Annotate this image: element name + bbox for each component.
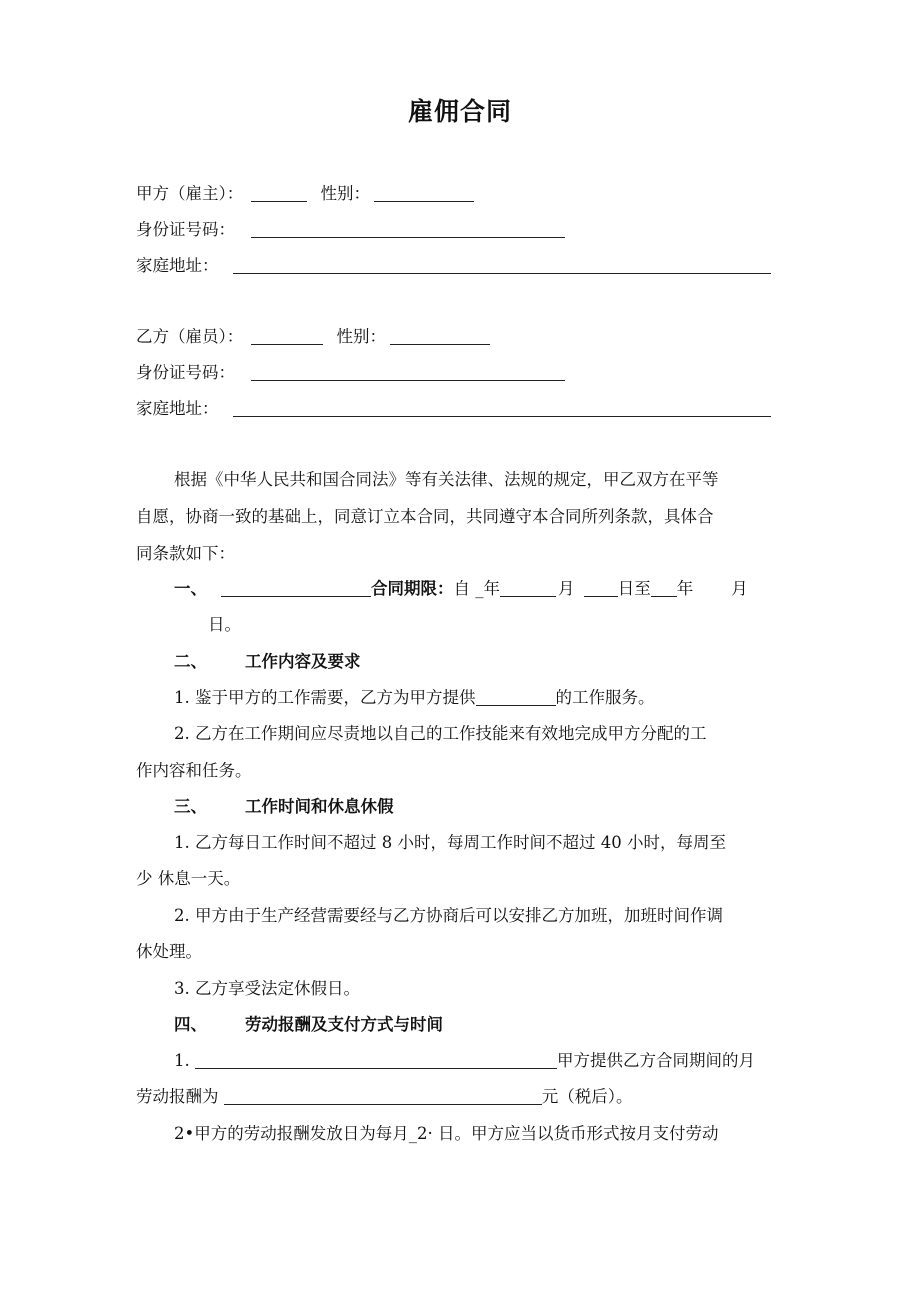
party-a-label: 甲方（雇主）： bbox=[136, 184, 244, 203]
party-a-gender-blank bbox=[374, 184, 474, 202]
party-b-id-label: 身份证号码： bbox=[136, 363, 235, 382]
section-4-item-1-text: 甲方提供乙方合同期间的月 bbox=[557, 1051, 755, 1070]
section-1-year-blank bbox=[651, 579, 677, 597]
section-1-line-1 bbox=[174, 579, 748, 599]
party-a-address-label: 家庭地址： bbox=[136, 256, 219, 275]
party-b-gender-label: 性别： bbox=[336, 327, 386, 346]
section-4-blank-1 bbox=[195, 1051, 557, 1069]
section-2-number: 二、 bbox=[174, 652, 207, 671]
section-1-blank bbox=[221, 579, 371, 597]
section-2-item-1-text: 1. 鉴于甲方的工作需要，乙方为甲方提供 bbox=[174, 688, 476, 707]
section-3-item-2-line-1: 2. 甲方由于生产经营需要经与乙方协商后可以安排乙方加班，加班时间作调 bbox=[174, 906, 723, 925]
section-3-title: 工作时间和休息休假 bbox=[245, 797, 394, 816]
section-1-year: 年 bbox=[676, 579, 694, 598]
party-a-id-row bbox=[136, 220, 565, 240]
section-3-item-1-line-2: 少 休息一天。 bbox=[136, 869, 241, 888]
party-a-row bbox=[136, 184, 474, 204]
section-4-item-1-currency: 元（税后）。 bbox=[541, 1087, 633, 1106]
section-4-item-1-salary-label: 劳动报酬为 bbox=[136, 1087, 224, 1106]
party-b-address-label: 家庭地址： bbox=[136, 399, 219, 418]
section-1-from: 自 _年 bbox=[453, 579, 500, 598]
party-a-id-label: 身份证号码： bbox=[136, 220, 235, 239]
party-b-label: 乙方（雇员）： bbox=[136, 327, 244, 346]
section-2-service-blank bbox=[476, 688, 556, 706]
section-1-month: 月 bbox=[558, 579, 580, 598]
page-title: 雇佣合同 bbox=[407, 97, 512, 126]
party-a-name-blank bbox=[251, 184, 307, 202]
section-1-day-blank bbox=[584, 579, 618, 597]
intro-line-3: 同条款如下： bbox=[136, 544, 235, 563]
party-b-gender-blank bbox=[390, 327, 490, 345]
party-b-id-row bbox=[136, 363, 565, 383]
section-4-item-1-line-2 bbox=[136, 1087, 633, 1107]
section-2-heading bbox=[174, 652, 361, 672]
party-a-address-row bbox=[136, 256, 771, 276]
section-3-item-1-line-1: 1. 乙方每日工作时间不超过 8 小时，每周工作时间不超过 40 小时，每周至 bbox=[174, 833, 726, 852]
section-4-item-1-line-1 bbox=[174, 1051, 755, 1071]
section-4-title: 劳动报酬及支付方式与时间 bbox=[245, 1015, 443, 1034]
party-a-address-blank bbox=[233, 256, 771, 274]
party-a-id-blank bbox=[251, 220, 565, 238]
section-2-title: 工作内容及要求 bbox=[245, 652, 361, 671]
section-1-day-to: 日至 bbox=[617, 579, 651, 598]
party-b-address-blank bbox=[233, 399, 771, 417]
section-1-number: 一、 bbox=[174, 579, 207, 598]
section-2-item-2-line-2: 作内容和任务。 bbox=[136, 761, 252, 780]
section-2-item-1 bbox=[174, 688, 655, 708]
party-b-id-blank bbox=[251, 363, 565, 381]
section-3-number: 三、 bbox=[174, 797, 207, 816]
section-3-item-2-line-2: 休处理。 bbox=[136, 942, 202, 961]
section-1-month-2: 月 bbox=[731, 579, 748, 598]
section-4-heading bbox=[174, 1015, 443, 1035]
party-a-gender-label: 性别： bbox=[320, 184, 370, 203]
section-1-line-2: 日。 bbox=[208, 615, 241, 634]
section-1-title: 合同期限： bbox=[371, 579, 454, 598]
section-1-month-blank bbox=[500, 579, 556, 597]
section-4-item-2: 2•甲方的劳动报酬发放日为每月_2· 日。甲方应当以货币形式按月支付劳动 bbox=[174, 1124, 719, 1143]
party-b-name-blank bbox=[251, 327, 323, 345]
intro-line-1: 根据《中华人民共和国合同法》等有关法律、法规的规定，甲乙双方在平等 bbox=[174, 470, 719, 489]
section-3-item-3: 3. 乙方享受法定休假日。 bbox=[174, 979, 360, 998]
section-4-number: 四、 bbox=[174, 1015, 207, 1034]
intro-line-2: 自愿，协商一致的基础上，同意订立本合同，共同遵守本合同所列条款，具体合 bbox=[136, 507, 714, 526]
section-4-salary-blank bbox=[224, 1087, 542, 1105]
section-3-heading bbox=[174, 797, 394, 817]
party-b-row bbox=[136, 327, 490, 347]
section-2-item-2-line-1: 2. 乙方在工作期间应尽责地以自己的工作技能来有效地完成甲方分配的工 bbox=[174, 724, 707, 743]
section-4-item-1-number: 1. bbox=[174, 1051, 195, 1070]
section-2-item-1-end: 的工作服务。 bbox=[555, 688, 655, 707]
party-b-address-row bbox=[136, 399, 771, 419]
